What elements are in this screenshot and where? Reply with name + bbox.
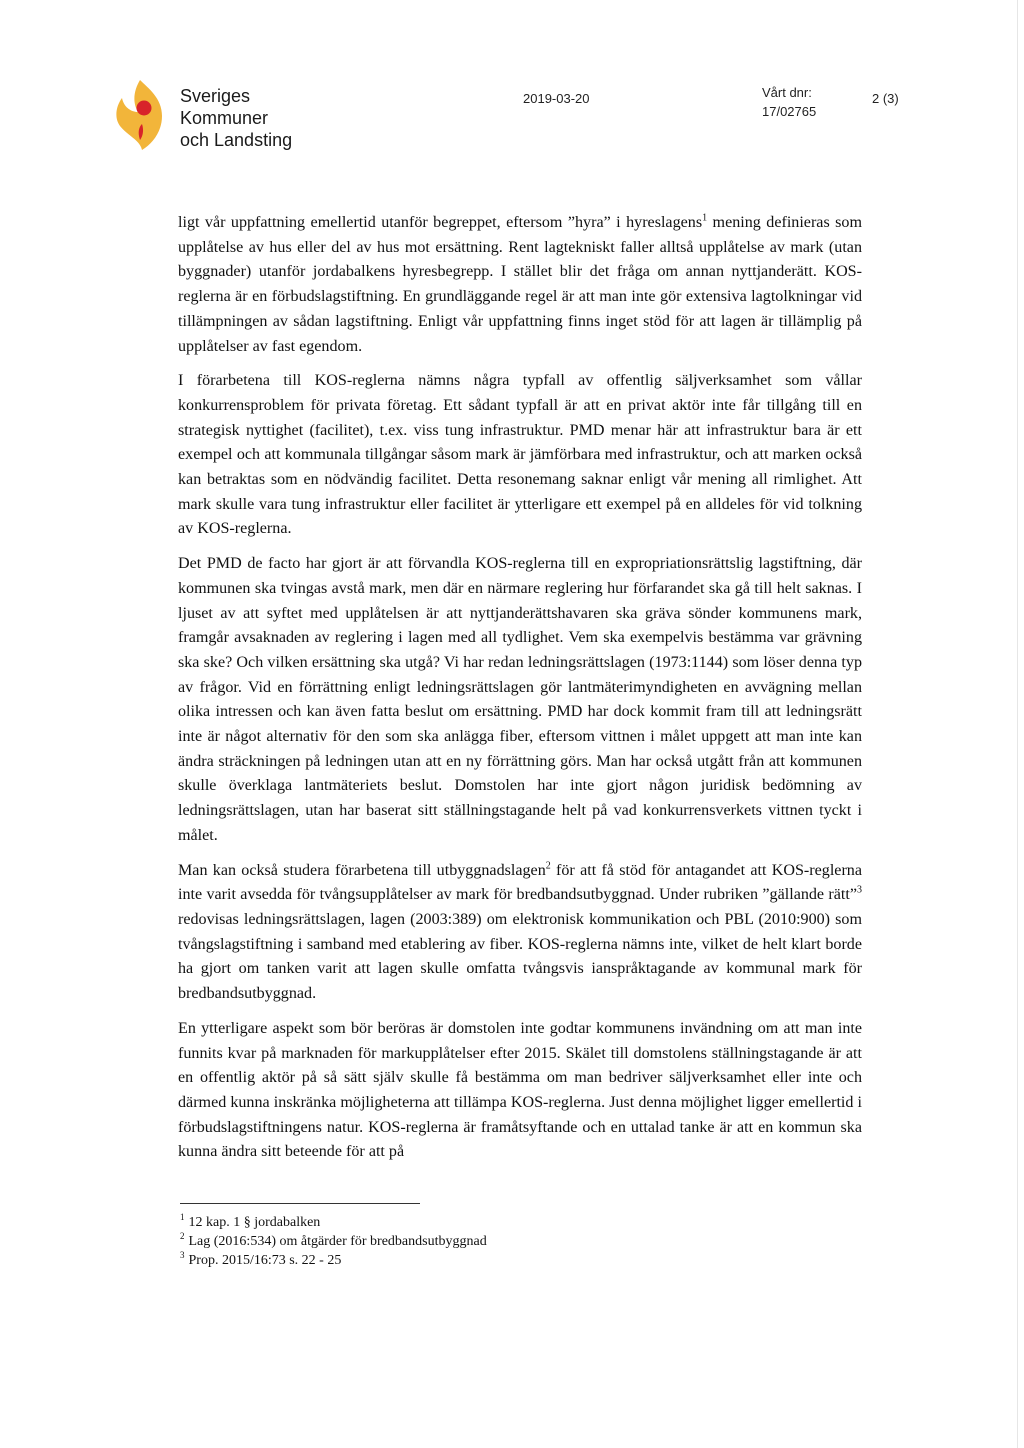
footnote-divider [180, 1203, 420, 1204]
paragraph-1-text-b: mening definieras som upplåtelse av hus eller del av hus mot ersättning. Rent lagtekniskt faller alltså upplåtelse av mark (utan byggnader) utanför jordabalkens hyresbegrepp. I stället blir det fråga om annan nyttjanderätt. KOS-reglerna är en förbudslagstiftning. En grundläggande regel är att man inte gör extensiva lagtolkningar vid tillämpningen av sådan lagstiftning. Enligt vår uppfattning finns inget stöd för att lagen är tillämplig på upplåtelser av fast egendom. [178, 214, 862, 355]
footnote-ref-3: 3 [857, 884, 862, 896]
paragraph-1-text-a: ligt vår uppfattning emellertid utanför begreppet, eftersom ”hyra” i hyreslagens [178, 214, 703, 231]
paragraph-5: En ytterligare aspekt som bör beröras är domstolen inte godtar kommunens invändning om att man inte funnits kvar på marknaden för markupplåtelser efter 2015. Skälet till domstolens ställningstagande är att en offentlig aktör på så sätt själv skulle få bestämma om man bedriver säljverksamhet eller inte och därmed kunna inskränka möjligheterna att tillämpa KOS-reglerna. Just denna möjlighet ligger emellertid i förbudslagstiftningens natur. KOS-reglerna är framåtsyftande och en uttalad tanke är att en kommun ska kunna ändra sitt beteende för att på [178, 1019, 862, 1161]
page-number: 2 (3) [872, 91, 899, 106]
footnote-item [180, 1213, 487, 1232]
paragraph-2: I förarbetena till KOS-reglerna nämns några typfall av offentlig säljverksamhet som vållar konkurrensproblem för privata företag. Ett sådant typfall är att en privat aktör inte får tillgång till en strategisk nyttighet (facilitet), t.ex. viss tung infrastruktur. PMD menar här att infrastruktur bara är ett exempel och att kommunala tillgångar såsom mark är jämförbara med infrastruktur, och att marken också kan betraktas som en nödvändig facilitet. Detta resonemang saknar enligt vår mening all rimlighet. Att mark skulle vara tung infrastruktur eller facilitet är ytterligare ett exempel på en alldeles för vid tolkning av KOS-reglerna. [178, 372, 862, 538]
org-name-line3: och Landsting [180, 130, 293, 150]
footnote-text: Prop. 2015/16:73 s. 22 - 25 [188, 1253, 342, 1268]
skl-logo-icon [110, 78, 170, 152]
paragraph-1 [178, 211, 862, 359]
reference-number-label: Vårt dnr: [762, 85, 812, 100]
org-name-line1: Sveriges [180, 86, 251, 106]
footnote-number: 1 [180, 1212, 185, 1223]
footnote-text: 12 kap. 1 § jordabalken [188, 1215, 321, 1230]
organization-name [180, 85, 292, 151]
footnote-item [180, 1251, 487, 1270]
footnote-ref-2: 2 [545, 860, 551, 872]
footnote-text: Lag (2016:534) om åtgärder för bredbandsutbyggnad [188, 1234, 487, 1249]
footnote-number: 2 [180, 1231, 185, 1242]
document-body [178, 211, 862, 1175]
document-date: 2019-03-20 [523, 91, 590, 106]
paragraph-3: Det PMD de facto har gjort är att förvandla KOS-reglerna till en expropriationsrättslig lagstiftning, där kommunen ska tvingas avstå mark, men där en närmare reglering hur förfarandet ska gå till helt saknas. I ljuset av att syftet med upplåtelsen är att nyttjanderättshavaren ska gräva sönder kommunens mark, framgår avsaknaden av reglering i lagen med all tydlighet. Vem ska exempelvis bestämma var grävning ska ske? Och vilken ersättning ska utgå? Vi har redan ledningsrättslagen (1973:1144) som löser denna typ av frågor. Vid en förrättning enligt ledningsrättslagen gör lantmäterimyndigheten en avvägning mellan olika intressen och kan även fatta beslut om ersättning. PMD har dock kommit fram till att ledningsrätt inte är något alternativ för den som ska anlägga fiber, eftersom vittnen i målet uppgett att man inte kan ändra sträckningen på ledningen utan att en ny förrättning görs. Man har också utgått från att kommunen skulle överklaga lantmäteriets beslut. Domstolen har inte gjort någon juridisk bedömning av ledningsrättslagen, utan har baserat sitt ställningstagande helt på vad konkurrensverkets vittnen tyckt i målet. [178, 555, 862, 844]
paragraph-4-text-a: Man kan också studera förarbetena till utbyggnadslagen [178, 861, 546, 879]
footnote-ref-1: 1 [702, 212, 708, 224]
reference-number-block [762, 83, 816, 121]
paragraph-4-text-b: för att få stöd för antagandet att KOS-reglerna inte varit avsedda för tvångsupplåtelser av mark för bredbandsutbyggnad. Under rubriken ”gällande rätt” [178, 861, 862, 904]
footnotes [180, 1213, 487, 1270]
footnote-item [180, 1232, 487, 1251]
footnote-number: 3 [180, 1250, 185, 1261]
scan-edge-line [1017, 0, 1018, 1448]
reference-number-value: 17/02765 [762, 104, 817, 119]
org-name-line2: Kommuner [180, 108, 269, 128]
paragraph-4 [178, 859, 862, 1007]
paragraph-4-text-c: redovisas ledningsrättslagen, lagen (2003:389) om elektronisk kommunikation och PBL (2010:900) som tvångslagstiftning i samband med etablering av fiber. KOS-reglerna nämns inte, vilket de helt klart borde ha gjort om tanken varit att lagen skulle omfatta tvångsvis ianspråktagande av kommunal mark för bredbandsutbyggnad. [178, 910, 862, 1003]
